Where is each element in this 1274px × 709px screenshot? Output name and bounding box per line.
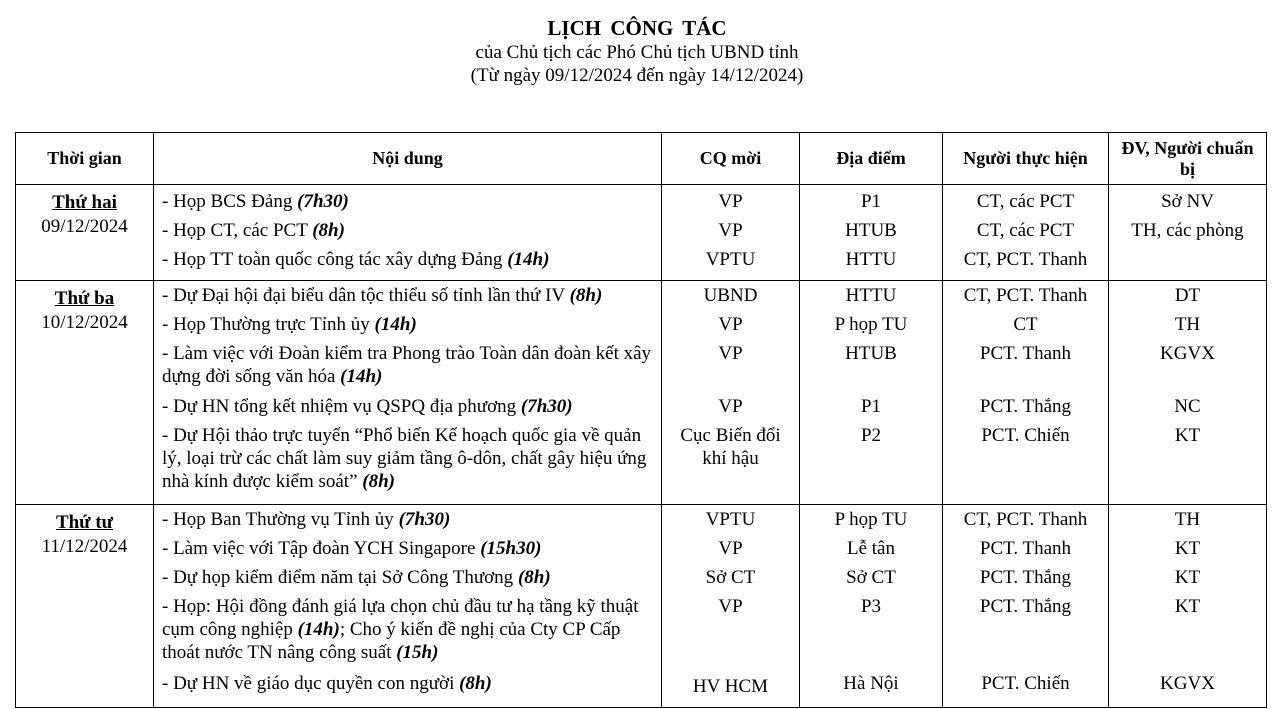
inviter-value: VP: [718, 538, 743, 559]
executor-value: PCT. Thắng: [979, 596, 1072, 617]
item-time: (7h30): [520, 396, 573, 417]
location-value: HTTU: [845, 285, 897, 306]
day-cell: [16, 185, 154, 281]
content-cell: [154, 281, 662, 505]
location-value: P họp TU: [834, 509, 908, 530]
location-cell: [800, 185, 943, 281]
location-value: Hà Nội: [843, 673, 899, 694]
executor-value: CT, các PCT: [976, 220, 1075, 241]
preparer-cell: [1109, 505, 1267, 708]
table-row-wednesday: [16, 505, 1267, 708]
preparer-value: KT: [1174, 538, 1201, 559]
location-cell: [800, 505, 943, 708]
preparer-cell: [1109, 281, 1267, 505]
preparer-value: NC: [1174, 396, 1201, 417]
item-text: - Họp Ban Thường vụ Tỉnh ủy: [162, 509, 399, 530]
inviter-value: VP: [718, 396, 743, 417]
item-text: ; Cho ý kiến đề nghị của Cty CP Cấp thoát nước TN nâng công suất: [162, 619, 621, 663]
item-time: (8h): [459, 673, 492, 694]
inviter-cell: [662, 505, 800, 708]
location-value: P2: [860, 425, 882, 446]
location-value: P1: [860, 396, 882, 417]
item-time: (14h): [507, 249, 550, 270]
content-cell: [154, 185, 662, 281]
executor-value: CT, PCT. Thanh: [963, 509, 1088, 530]
day-date: 10/12/2024: [41, 312, 128, 333]
inviter-value: VPTU: [705, 509, 756, 530]
item-time: (8h): [312, 220, 345, 241]
day-name: Thứ hai: [52, 192, 117, 213]
preparer-value: KT: [1174, 596, 1201, 617]
item-time: (14h): [297, 619, 340, 640]
preparer-value: [1113, 248, 1262, 277]
inviter-value: VP: [718, 596, 743, 617]
day-name: Thứ tư: [55, 512, 114, 533]
item-text: - Làm việc với Tập đoàn YCH Singapore: [162, 538, 481, 559]
executor-value: PCT. Thắng: [979, 396, 1072, 417]
day-name: Thứ ba: [54, 288, 115, 309]
day-date: 11/12/2024: [41, 536, 128, 557]
item-time: (15h): [396, 642, 439, 663]
item-text: - Họp Thường trực Tỉnh ủy: [162, 314, 375, 335]
document-subtitle: của Chủ tịch các Phó Chủ tịch UBND tỉnh: [475, 42, 799, 63]
col-header-location: Địa điểm: [800, 133, 943, 185]
item-text: - Họp CT, các PCT: [162, 220, 313, 241]
executor-value: PCT. Chiến: [981, 425, 1070, 446]
item-time: (14h): [340, 366, 383, 387]
preparer-value: TH: [1174, 509, 1201, 530]
item-text: - Dự Đại hội đại biểu dân tộc thiểu số tỉnh lần thứ IV: [162, 285, 570, 306]
preparer-value: Sở NV: [1161, 191, 1214, 212]
executor-cell: [943, 281, 1109, 505]
location-cell: [800, 281, 943, 505]
inviter-value: Sở CT: [705, 567, 756, 588]
inviter-value: VP: [718, 191, 743, 212]
item-text: - Làm việc với Đoàn kiểm tra Phong trào Toàn dân đoàn kết xây dựng đời sống văn hóa: [162, 343, 652, 387]
col-header-inviter: CQ mời: [662, 133, 800, 185]
item-text: - Dự Hội thảo trực tuyến “Phổ biến Kế hoạch quốc gia về quản lý, loại trừ các chất làm suy giảm tầng ô-dôn, chất gây hiệu ứng nhà kính được kiểm soát”: [162, 425, 647, 492]
day-date: 09/12/2024: [41, 216, 128, 237]
preparer-value: TH, các phòng: [1131, 220, 1244, 241]
location-value: HTUB: [845, 343, 897, 364]
inviter-cell: [662, 281, 800, 505]
executor-value: CT, PCT. Thanh: [963, 249, 1088, 270]
executor-value: CT: [1013, 314, 1038, 335]
inviter-value: VP: [718, 343, 743, 364]
item-time: (8h): [362, 471, 396, 492]
executor-value: PCT. Thanh: [979, 538, 1072, 559]
location-value: Sở CT: [846, 567, 896, 588]
inviter-value: UBND: [703, 285, 758, 306]
location-value: P họp TU: [834, 314, 908, 335]
location-value: P1: [860, 191, 882, 212]
document-title: LỊCH CÔNG TÁC: [547, 16, 727, 40]
executor-cell: [943, 505, 1109, 708]
day-cell: [16, 505, 154, 708]
item-time: (15h30): [480, 538, 542, 559]
col-header-preparer: ĐV, Người chuẩn bị: [1109, 133, 1267, 185]
executor-value: PCT. Thắng: [979, 567, 1072, 588]
preparer-cell: [1109, 185, 1267, 281]
item-time: (14h): [374, 314, 417, 335]
item-text: - Dự HN về giáo dục quyền con người: [162, 673, 460, 694]
location-value: P3: [860, 596, 882, 617]
inviter-value: HV HCM: [692, 676, 769, 697]
schedule-table: [15, 132, 1267, 708]
item-text: - Dự họp kiểm điểm năm tại Sở Công Thương: [162, 567, 518, 588]
item-time: (7h30): [297, 191, 349, 212]
inviter-cell: [662, 185, 800, 281]
item-time: (8h): [569, 285, 603, 306]
preparer-value: KT: [1174, 425, 1201, 446]
table-row-tuesday: [16, 281, 1267, 505]
preparer-value: TH: [1174, 314, 1201, 335]
executor-cell: [943, 185, 1109, 281]
item-text: - Họp TT toàn quốc công tác xây dựng Đảng: [162, 249, 508, 270]
executor-value: PCT. Thanh: [979, 343, 1072, 364]
col-header-time: Thời gian: [16, 133, 154, 185]
preparer-value: KGVX: [1160, 343, 1215, 364]
col-header-content: Nội dung: [154, 133, 662, 185]
executor-value: CT, PCT. Thanh: [963, 285, 1088, 306]
executor-value: PCT. Chiến: [981, 673, 1070, 694]
col-header-executor: Người thực hiện: [943, 133, 1109, 185]
table-header-row: [16, 133, 1267, 185]
preparer-value: DT: [1174, 285, 1201, 306]
preparer-value: KGVX: [1160, 673, 1215, 694]
document-header: [0, 0, 1274, 87]
preparer-value: KT: [1174, 567, 1201, 588]
item-text: - Dự HN tổng kết nhiệm vụ QSPQ địa phương: [162, 396, 521, 417]
content-cell: [154, 505, 662, 708]
date-range: (Từ ngày 09/12/2024 đến ngày 14/12/2024): [470, 65, 804, 86]
inviter-value: VPTU: [705, 249, 756, 270]
table-row-monday: [16, 185, 1267, 281]
location-value: HTUB: [845, 220, 897, 241]
inviter-value: VP: [718, 220, 743, 241]
inviter-value: Cục Biến đổi khí hậu: [680, 425, 781, 469]
item-text: - Họp BCS Đảng: [162, 191, 298, 212]
item-text: - Họp: Hội đồng đánh giá lựa chọn chủ đầu tư hạ tầng kỹ thuật cụm công nghiệp: [162, 596, 639, 640]
location-value: Lễ tân: [846, 538, 895, 559]
item-time: (8h): [517, 567, 551, 588]
item-time: (7h30): [398, 509, 451, 530]
executor-value: CT, các PCT: [976, 191, 1075, 212]
day-cell: [16, 281, 154, 505]
inviter-value: VP: [718, 314, 743, 335]
location-value: HTTU: [845, 249, 897, 270]
